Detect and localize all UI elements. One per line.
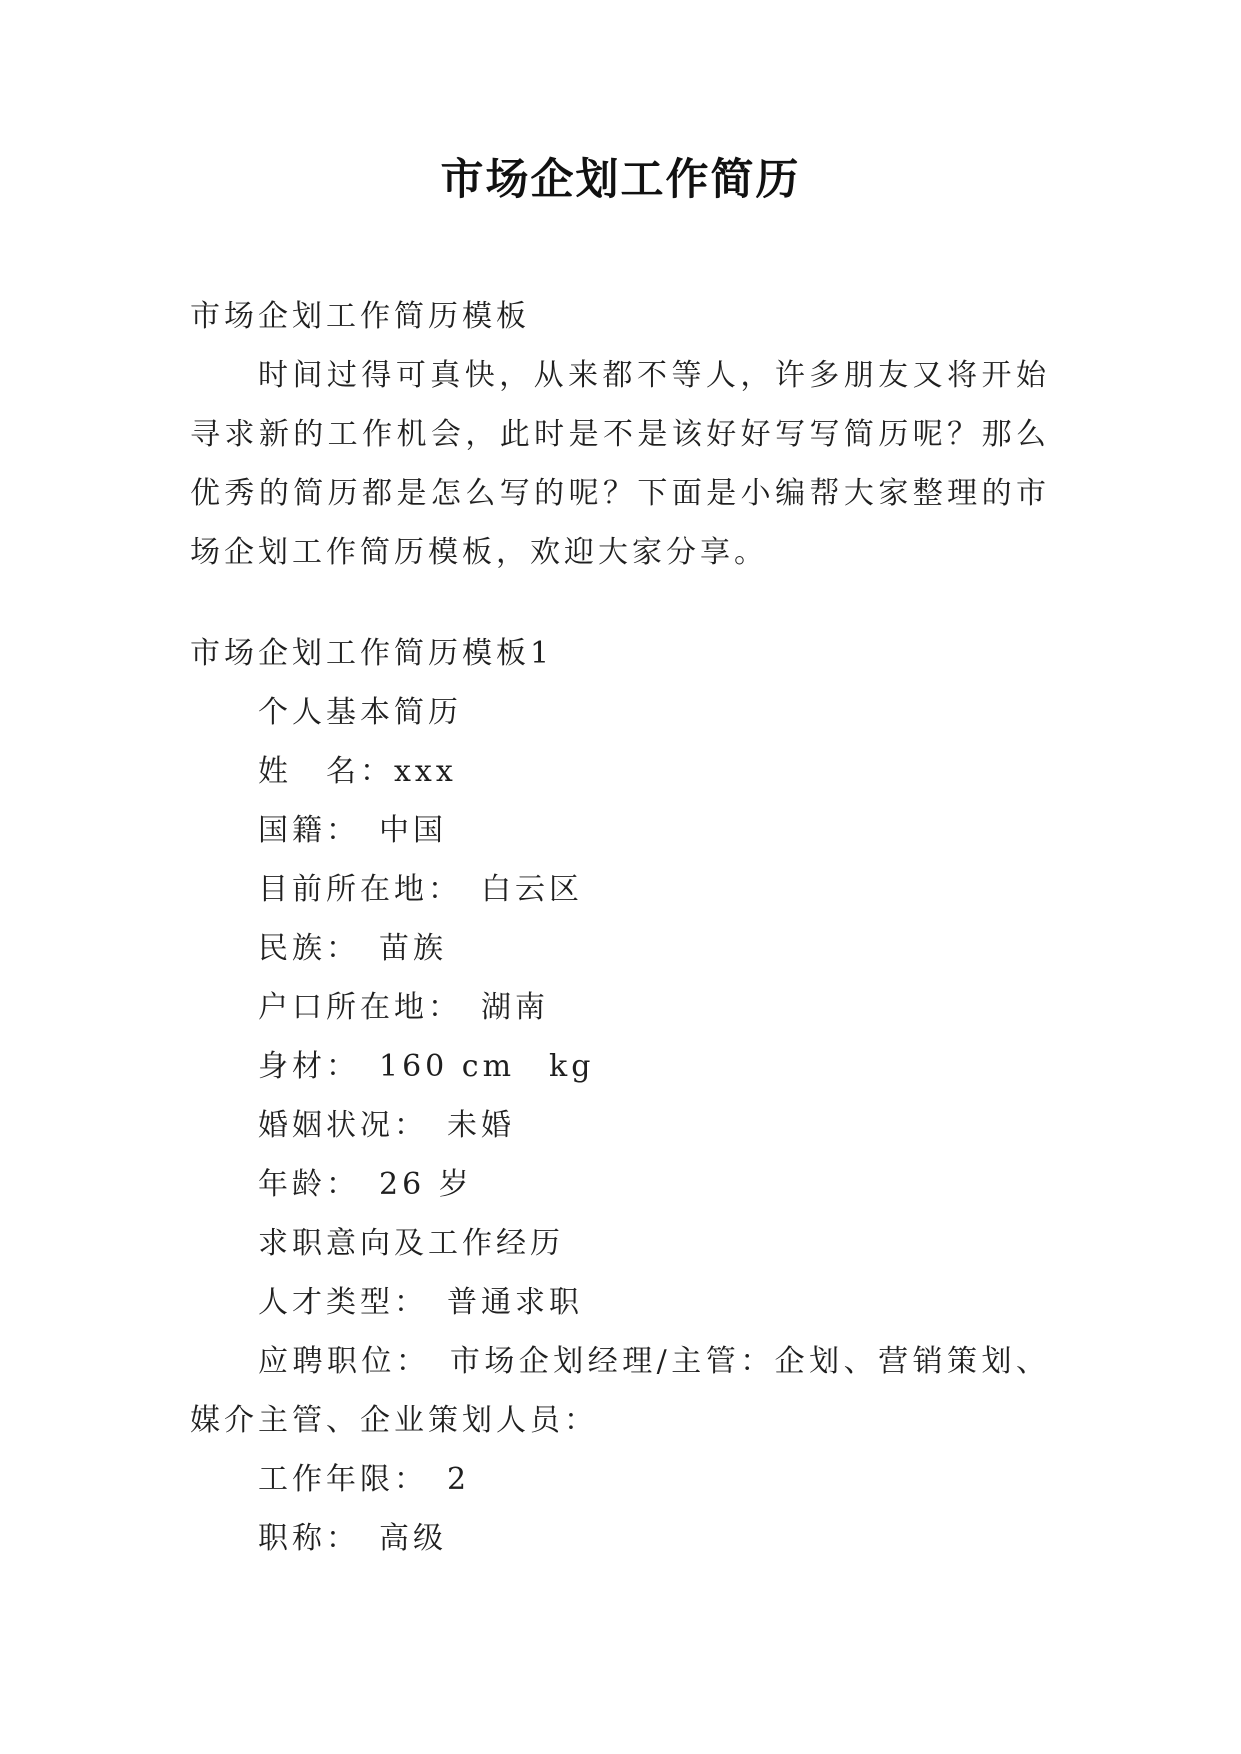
field-years-of-work: 工作年限： 2 <box>258 1462 471 1497</box>
field-body: 身材： 160 cm kg <box>258 1049 595 1084</box>
section-heading: 市场企划工作简历模板1 <box>190 636 554 671</box>
paragraph-spacer <box>190 582 1050 624</box>
field-age: 年龄： 26 岁 <box>258 1167 473 1202</box>
field-hukou-location: 户口所在地： 湖南 <box>258 990 549 1025</box>
field-job-title: 职称： 高级 <box>258 1521 447 1556</box>
document-body <box>190 287 1050 1568</box>
field-ethnicity: 民族： 苗族 <box>258 931 447 966</box>
field-position-applied: 应聘职位： 市场企划经理/主管：企划、营销策划、媒介主管、企业策划人员： <box>190 1344 1050 1438</box>
basic-info-heading: 个人基本简历 <box>258 695 462 730</box>
field-name: 姓 名：xxx <box>258 754 457 789</box>
intention-heading: 求职意向及工作经历 <box>258 1226 564 1261</box>
document-title: 市场企划工作简历 <box>440 155 801 205</box>
field-marital-status: 婚姻状况： 未婚 <box>258 1108 515 1143</box>
subtitle: 市场企划工作简历模板 <box>190 299 530 334</box>
field-nationality: 国籍： 中国 <box>258 813 447 848</box>
intro-paragraph: 时间过得可真快，从来都不等人，许多朋友又将开始寻求新的工作机会，此时是不是该好好写写简历呢？那么优秀的简历都是怎么写的呢？下面是小编帮大家整理的市场企划工作简历模板，欢迎大家分享。 <box>190 358 1050 570</box>
field-current-location: 目前所在地： 白云区 <box>258 872 583 907</box>
field-talent-type: 人才类型： 普通求职 <box>258 1285 583 1320</box>
